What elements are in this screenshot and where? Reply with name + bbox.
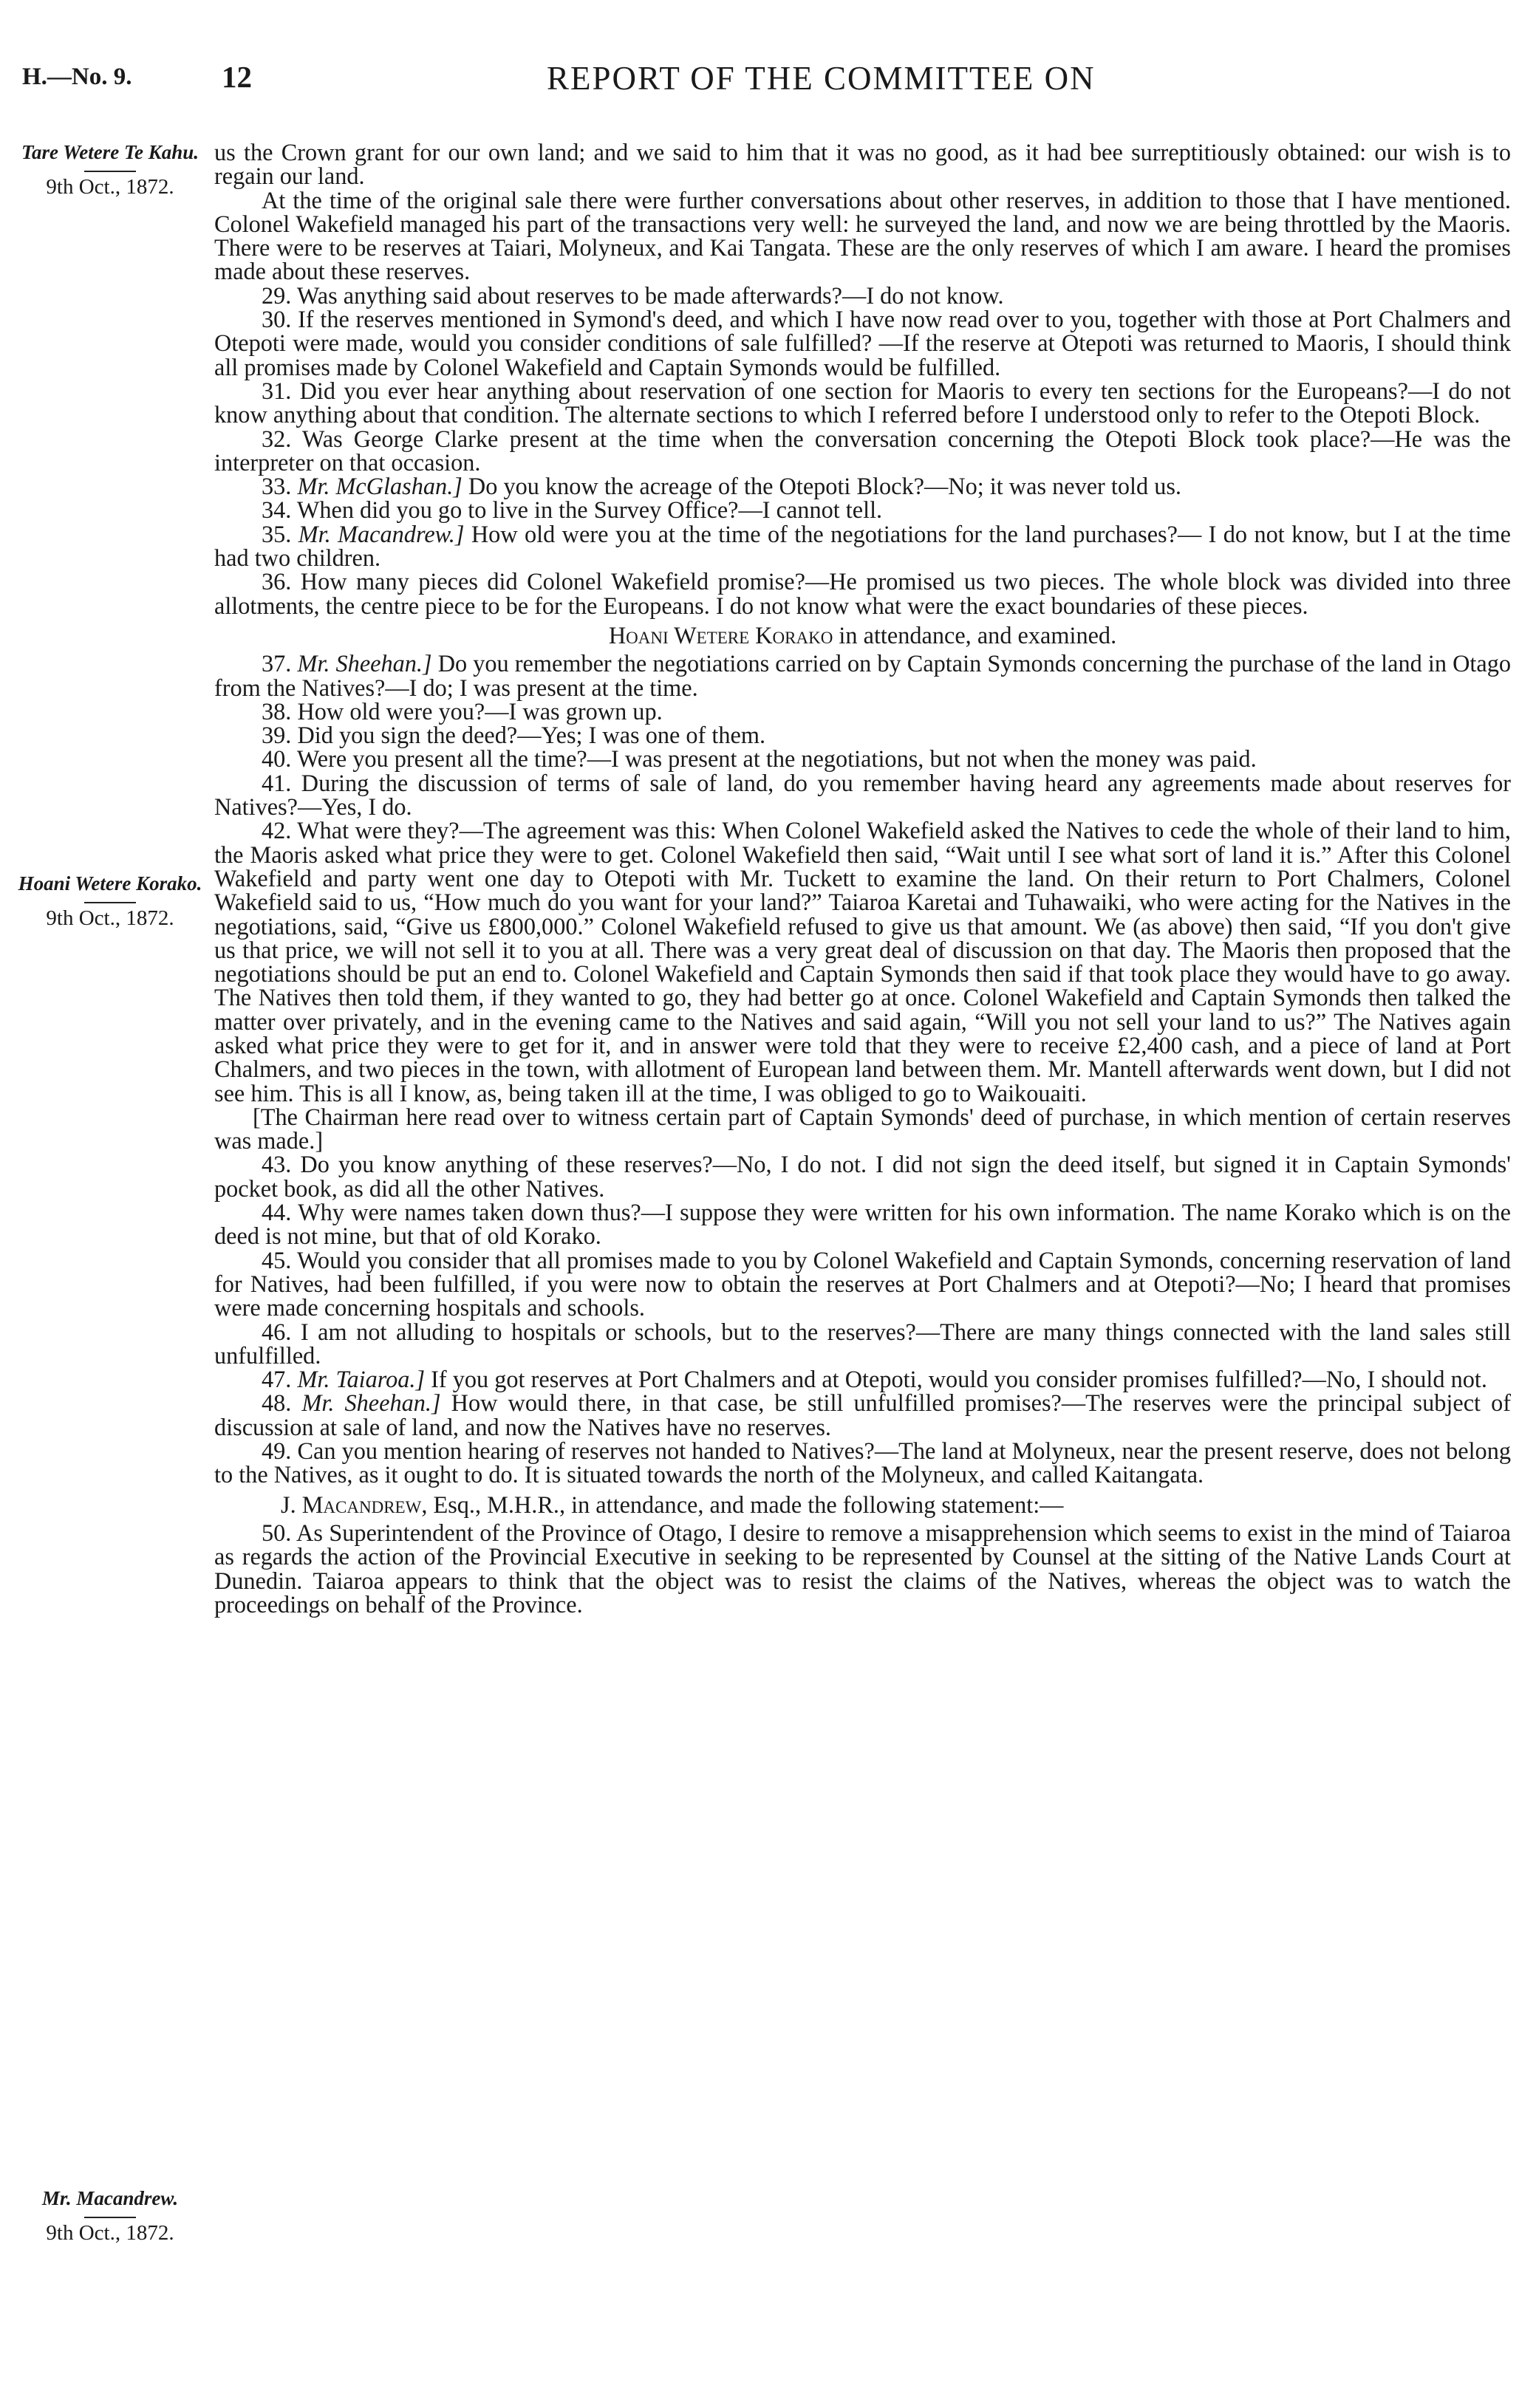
- margin-note-date: 9th Oct., 1872.: [46, 906, 174, 930]
- witness-heading: [214, 623, 1511, 647]
- margin-note-name: Mr. Macandrew.: [41, 2187, 179, 2209]
- paragraph: At the time of the original sale there were further conversations about other reserves, in addition to those that I have mentioned. Colonel Wakefield managed his part of the transactions very well: he surveyed the land, and now we are being throttled by the Maoris. There were to be reserves at Taiari, Molyneux, and Kai Tangata. These are the only reserves of which I am aware. I heard the promises made about these reserves.: [214, 186, 1511, 285]
- speaker: Mr. Sheehan.]: [301, 1389, 441, 1417]
- witness-name: J. Macandrew: [281, 1491, 422, 1518]
- margin-note-witness-2: [18, 873, 202, 929]
- question-29: 29. Was anything said about reserves to be made afterwards?—I do not know.: [262, 281, 1004, 309]
- speaker: Mr. McGlashan.]: [297, 473, 462, 500]
- page-header: [0, 58, 1536, 109]
- paper-reference: H.—No. 9.: [22, 64, 132, 90]
- speaker: Mr. Taiaroa.]: [297, 1366, 426, 1393]
- question-text: How old were you at the time of the negotiations for the land purchases?— I do not know, but I at the time had two children.: [214, 520, 1511, 572]
- question-43: 43. Do you know anything of these reserves?—No, I do not. I did not sign the deed itself, but signed it in Captain Symonds' pocket book, as did all the other Natives.: [214, 1151, 1511, 1202]
- question-49: 49. Can you mention hearing of reserves not handed to Natives?—The land at Molyneux, near the present reserve, does not belong to the Natives, as it ought to do. It is situated towards the north of the Molyneux, and called Kaitangata.: [214, 1437, 1511, 1488]
- question-text: If you got reserves at Port Chalmers and at Otepoti, would you consider promises fulfilled?—No, I should not.: [431, 1366, 1487, 1393]
- question-44: 44. Why were names taken down thus?—I suppose they were written for his own information. The name Korako which is on the deed is not mine, but that of old Korako.: [214, 1199, 1511, 1250]
- question-text: Do you remember the negotiations carried on by Captain Symonds concerning the purchase of the land in Otago from the Natives?—I do; I was present at the time.: [214, 650, 1511, 701]
- question-37: [214, 651, 1511, 700]
- margin-note-witness-3: [18, 2188, 202, 2244]
- question-41: 41. During the discussion of terms of sale of land, do you remember having heard any agreements made about reserves for Natives?—Yes, I do.: [214, 769, 1511, 821]
- question-32: 32. Was George Clarke present at the time when the conversation concerning the Otepoti Block took place?—He was the interpreter on that occasion.: [214, 425, 1511, 476]
- margin-note-rule: [84, 171, 136, 172]
- margin-note-rule: [84, 902, 136, 903]
- margin-note-name: Hoani Wetere Korako.: [18, 872, 202, 895]
- question-number: 48.: [262, 1389, 292, 1417]
- report-body: [214, 140, 1511, 1616]
- page-number: 12: [222, 60, 252, 94]
- question-35: [214, 522, 1511, 570]
- question-47: [214, 1367, 1511, 1391]
- question-31: 31. Did you ever hear anything about reservation of one section for Maoris to every ten sections for the Europeans?—I do not know anything about that condition. The alternate sections to which I referred before I understood only to refer to the Otepoti Block.: [214, 377, 1511, 428]
- question-40: 40. Were you present all the time?—I was present at the negotiations, but not when the money was paid.: [262, 745, 1257, 773]
- question-36: 36. How many pieces did Colonel Wakefield promise?—He promised us two pieces. The whole block was divided into three allotments, the centre piece to be for the Europeans. I do not know what were the exact boundaries of these pieces.: [214, 568, 1511, 619]
- question-48: [214, 1391, 1511, 1439]
- heading-text: in attendance, and examined.: [839, 621, 1117, 649]
- margin-note-witness-1: [18, 142, 202, 198]
- question-38: 38. How old were you?—I was grown up.: [262, 697, 663, 725]
- margin-note-name: Tare Wetere Te Kahu.: [21, 141, 199, 163]
- speaker: Mr. Macandrew.]: [298, 520, 465, 547]
- heading-text: , Esq., M.H.R., in attendance, and made the following statement:—: [421, 1491, 1064, 1518]
- paragraph: us the Crown grant for our own land; and we said to him that it was no good, as it had bee surreptitiously obtained: our wish is to regain our land.: [214, 139, 1511, 190]
- question-30: 30. If the reserves mentioned in Symond's deed, and which I have now read over to you, together with those at Port Chalmers and Otepoti were made, would you consider conditions of sale fulfilled? —If the reserve at Otepoti was returned to Maoris, I should think all promises made by Colonel Wakefield and Captain Symonds would be fulfilled.: [214, 306, 1511, 380]
- margin-note-date: 9th Oct., 1872.: [46, 2221, 174, 2245]
- question-33: [214, 474, 1511, 498]
- question-50: 50. As Superintendent of the Province of Otago, I desire to remove a misapprehension which seems to exist in the mind of Taiaroa as regards the action of the Provincial Executive in seeking to be represented by Counsel at the sitting of the Native Lands Court at Dunedin. Taiaroa appears to think that the object was to resist the claims of the Natives, whereas the object was to watch the proceedings on behalf of the Province.: [214, 1519, 1511, 1618]
- running-title: REPORT OF THE COMMITTEE ON: [547, 60, 1096, 97]
- chairman-note: [The Chairman here read over to witness certain part of Captain Symonds' deed of purchase, in which mention of certain reserves was made.]: [214, 1103, 1511, 1155]
- question-number: 33.: [262, 473, 292, 500]
- question-45: 45. Would you consider that all promises made to you by Colonel Wakefield and Captain Symonds, concerning reservation of land for Natives, had been fulfilled, if you were now to obtain the reserves at Port Chalmers and at Otepoti?—No; I heard that promises were made concerning hospitals and schools.: [214, 1246, 1511, 1321]
- margin-note-date: 9th Oct., 1872.: [46, 175, 174, 199]
- question-number: 35.: [262, 520, 292, 547]
- witness-heading: [214, 1493, 1511, 1516]
- question-42: 42. What were they?—The agreement was this: When Colonel Wakefield asked the Natives to cede the whole of their land to him, the Maoris asked what price they were to get. Colonel Wakefield then said, “Wait until I see what sort of land it is.” After this Colonel Wakefield and party went one day to Otepoti with Mr. Tuckett to examine the land. On their return to Port Chalmers, Colonel Wakefield said to us, “How much do you want for your land?” Taiaroa Karetai and Tuhawaiki, who were acting for the Natives in the negotiations, said, “Give us £800,000.” Colonel Wakefield refused to give us that amount. We (as above) then said, “If you don't give us that price, we will not sell it to you at all. There was a very great deal of discussion on that day. The Maoris then proposed that the negotiations should be put an end to. Colonel Wakefield and Captain Symonds then said if that took place they would have to go away. The Natives then told them, if they wanted to go, they had better go at once. Colonel Wakefield and Captain Symonds then talked the matter over privately, and in the evening came to the Natives and said again, “Will you not sell your land to us?” The Natives again asked what price they were to get for it, and in answer were told that they were to receive £2,400 cash, and a piece of land at Port Chalmers, and two pieces in the town, with allotment of European land between them. Mr. Mantell afterwards went down, but I did not see him. This is all I know, as, being taken ill at the time, I was obliged to go to Waikouaiti.: [214, 817, 1511, 1106]
- question-number: 37.: [262, 650, 292, 677]
- speaker: Mr. Sheehan.]: [297, 650, 432, 677]
- question-text: Do you know the acreage of the Otepoti Block?—No; it was never told us.: [468, 473, 1181, 500]
- question-46: 46. I am not alluding to hospitals or schools, but to the reserves?—There are many things connected with the land sales still unfulfilled.: [214, 1318, 1511, 1369]
- question-39: 39. Did you sign the deed?—Yes; I was one of them.: [262, 722, 766, 749]
- witness-name: Hoani Wetere Korako: [608, 621, 833, 649]
- margin-note-rule: [84, 2217, 136, 2218]
- question-number: 47.: [262, 1366, 292, 1393]
- question-text: How would there, in that case, be still unfulfilled promises?—The reserves were the principal subject of discussion at sale of land, and now the Natives have no reserves.: [214, 1389, 1511, 1440]
- question-34: 34. When did you go to live in the Survey Office?—I cannot tell.: [262, 496, 883, 524]
